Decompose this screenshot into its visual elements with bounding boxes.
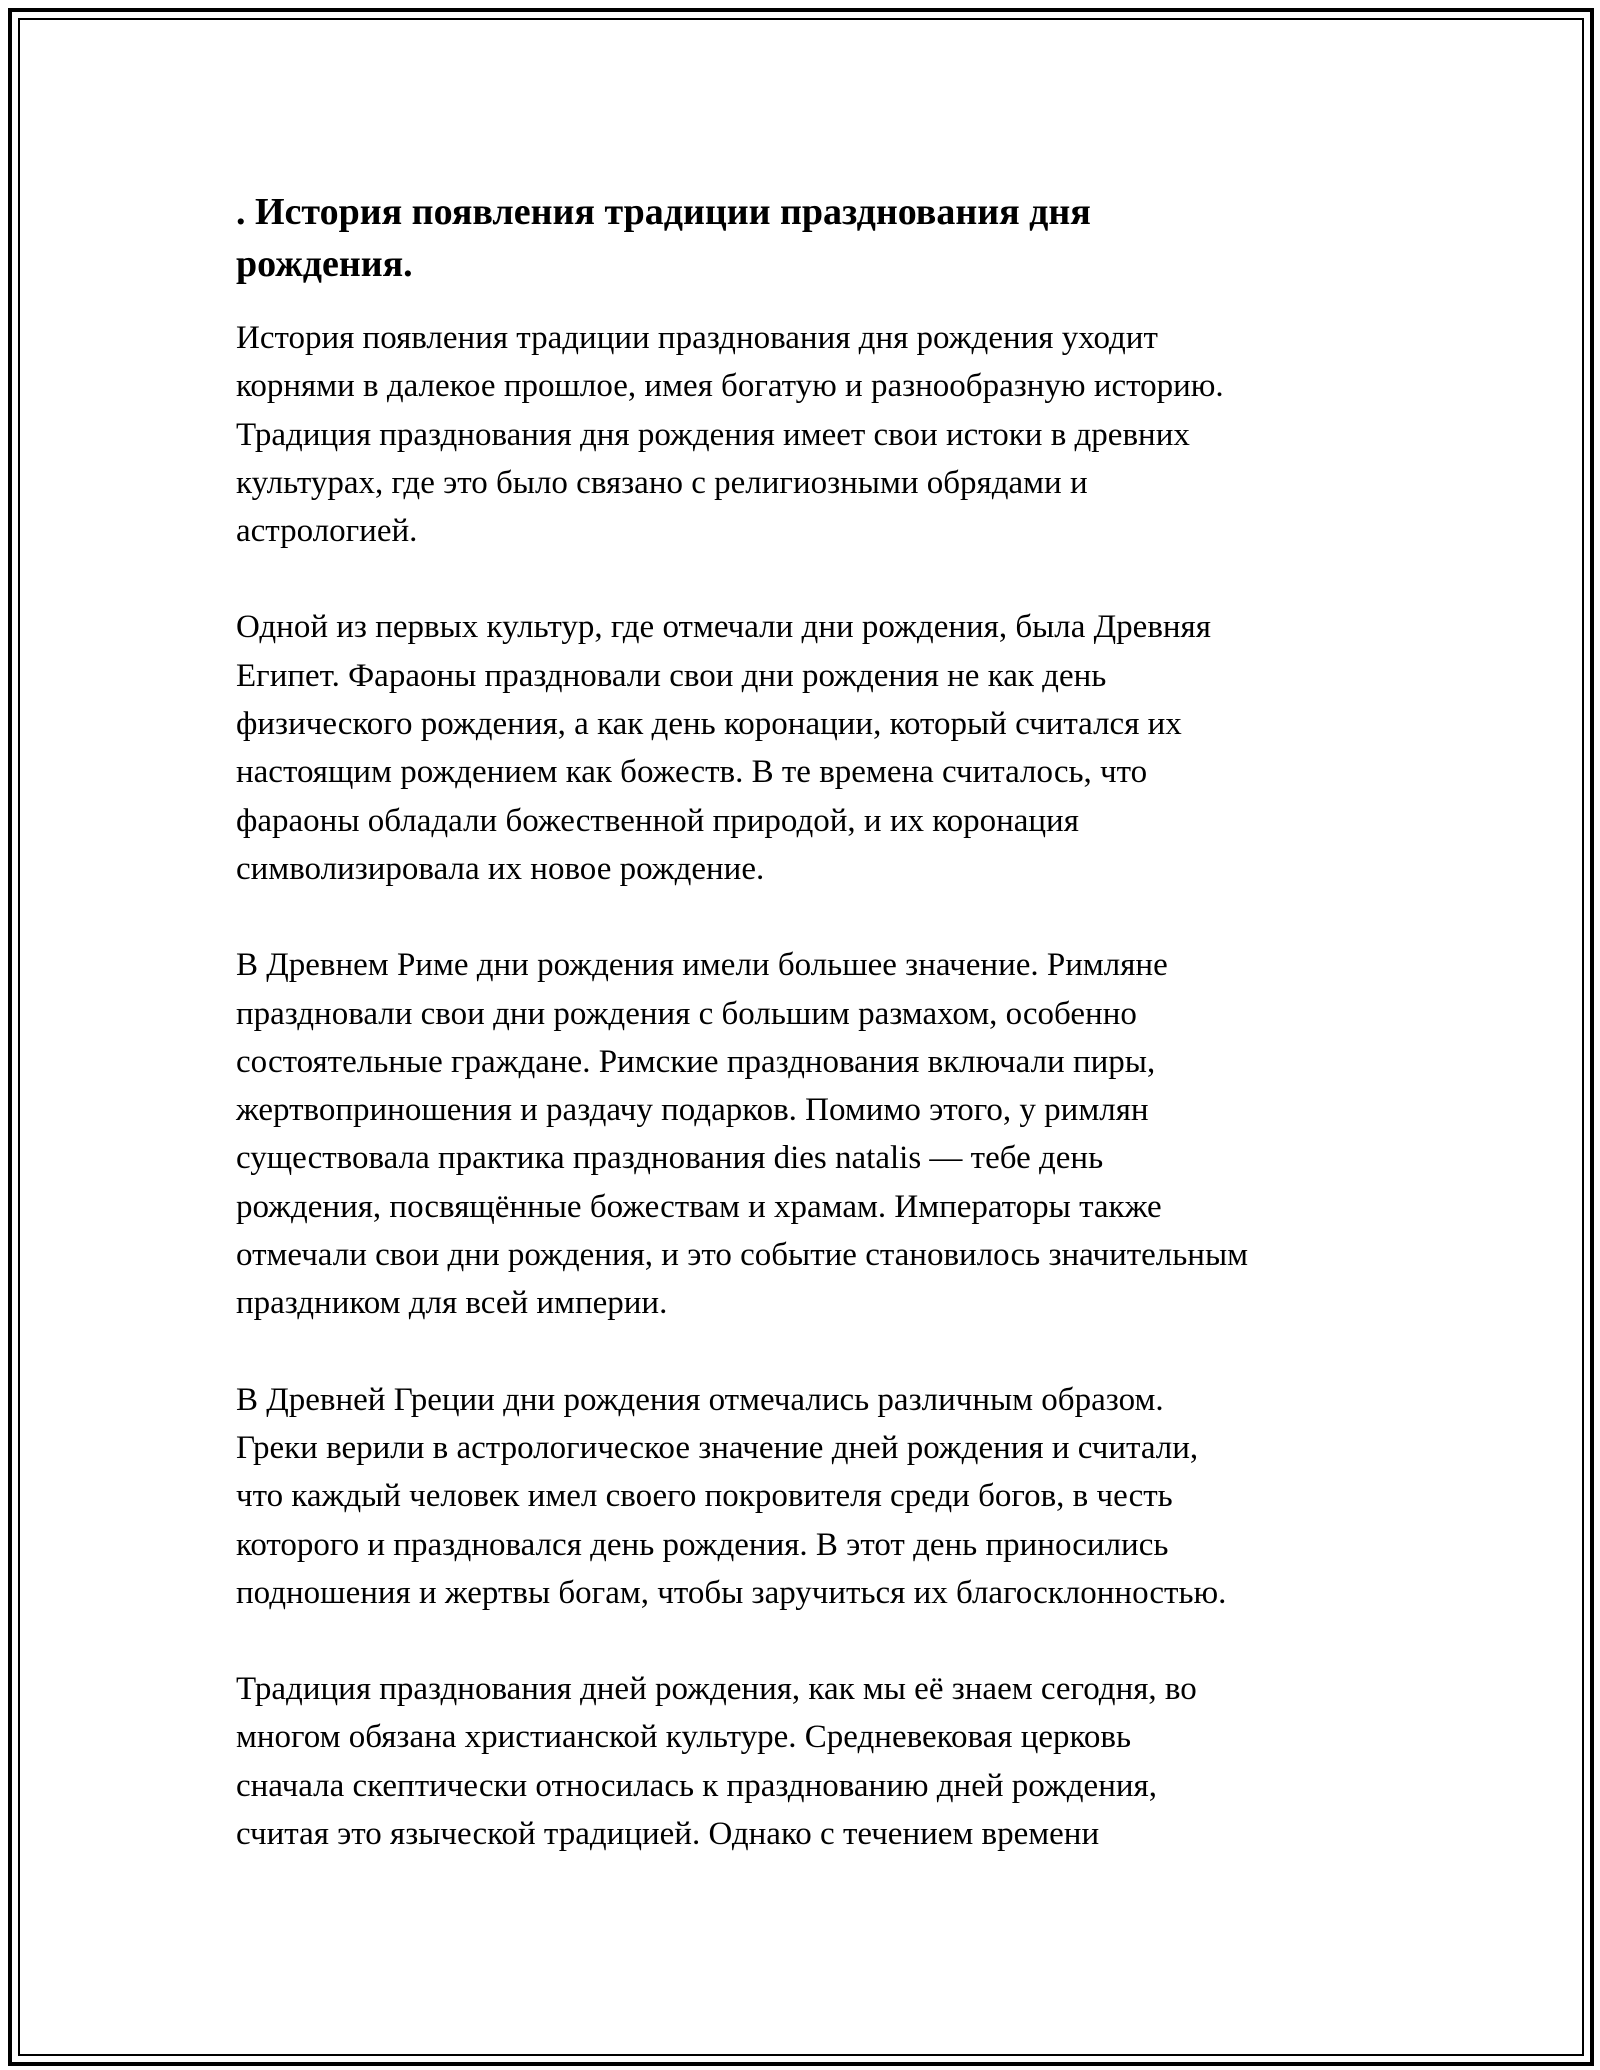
paragraph-line: которого и праздновался день рождения. В этот день приносились [236, 1526, 1169, 1563]
paragraph-line: История появления традиции празднования дня рождения уходит [236, 320, 1158, 356]
paragraph-line: существовала практика празднования dies natalis — тебе день [236, 1140, 1104, 1177]
paragraph-line: рождения, посвящённые божествам и храмам. Императоры также [236, 1188, 1162, 1225]
paragraph-line: отмечали свои дни рождения, и это событие становилось значительным [236, 1237, 1249, 1274]
paragraph [236, 941, 1376, 1327]
heading-line: рождения. [236, 243, 413, 285]
paragraph-line: праздновали свои дни рождения с большим размахом, особенно [236, 995, 1137, 1032]
paragraph-line: фараоны обладали божественной природой, и их коронация [236, 802, 1079, 839]
paragraph-line: В Древней Греции дни рождения отмечались различным образом. [236, 1381, 1164, 1418]
paragraph-line: праздником для всей империи. [236, 1285, 668, 1322]
section-heading [236, 186, 1376, 290]
paragraph-line: символизировала их новое рождение. [236, 850, 765, 887]
paragraph [236, 1665, 1376, 1858]
paragraph-line: Греки верили в астрологическое значение дней рождения и считали, [236, 1429, 1199, 1466]
paragraph-line: настоящим рождением как божеств. В те времена считалось, что [236, 754, 1148, 791]
paragraph [236, 603, 1376, 893]
paragraph-line: считая это языческой традицией. Однако с течением времени [236, 1816, 1100, 1853]
paragraph-line: состоятельные граждане. Римские празднования включали пиры, [236, 1043, 1156, 1080]
paragraph-line: астрологией. [236, 513, 418, 550]
document-body [236, 186, 1376, 1906]
paragraph-line: корнями в далекое прошлое, имея богатую и разнообразную историю. [236, 368, 1224, 405]
paragraph-line: сначала скептически относилась к празднованию дней рождения, [236, 1767, 1157, 1804]
paragraph-line: Традиция празднования дней рождения, как мы её знаем сегодня, во [236, 1671, 1197, 1708]
paragraph-line: Египет. Фараоны праздновали свои дни рождения не как день [236, 657, 1107, 694]
paragraph-line: Традиция празднования дня рождения имеет свои истоки в древних [236, 416, 1190, 453]
paragraph-line: В Древнем Риме дни рождения имели большее значение. Римляне [236, 947, 1168, 984]
paragraph-line: Одной из первых культур, где отмечали дни рождения, была Древняя [236, 609, 1211, 646]
heading-line: . История появления традиции празднования дня [236, 191, 1091, 233]
paragraph-line: физического рождения, а как день коронации, который считался их [236, 706, 1182, 743]
paragraph-line: культурах, где это было связано с религиозными обрядами и [236, 464, 1088, 501]
paragraph-line: жертвоприношения и раздачу подарков. Помимо этого, у римлян [236, 1092, 1149, 1129]
paragraph [236, 314, 1376, 555]
paragraph-line: что каждый человек имел своего покровителя среди богов, в честь [236, 1478, 1173, 1515]
paragraph-list [236, 314, 1376, 1858]
paragraph [236, 1376, 1376, 1617]
paragraph-line: многом обязана христианской культуре. Средневековая церковь [236, 1719, 1131, 1756]
paragraph-line: подношения и жертвы богам, чтобы заручиться их благосклонностью. [236, 1574, 1227, 1611]
